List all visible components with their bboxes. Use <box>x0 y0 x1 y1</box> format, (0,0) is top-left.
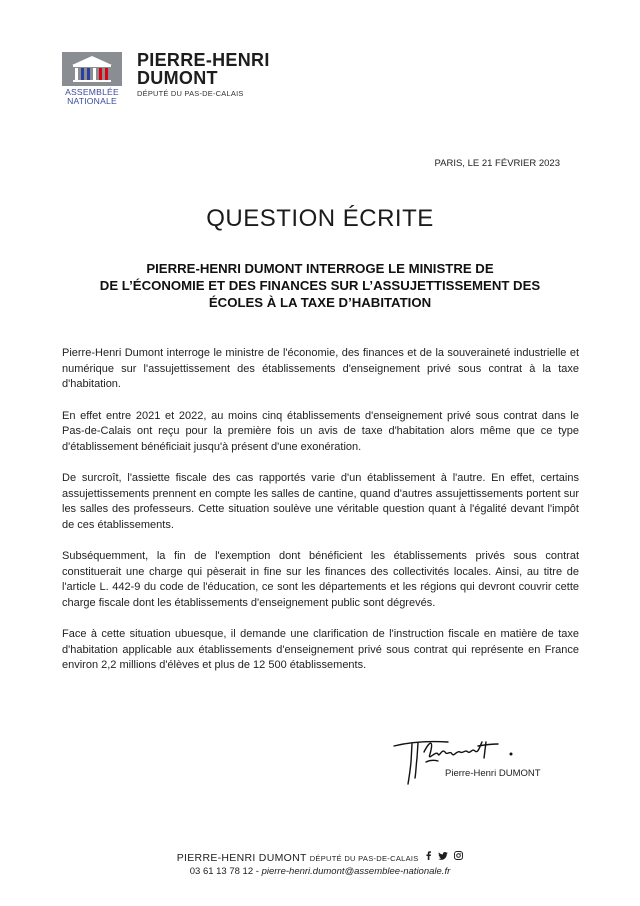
logo-text <box>62 88 122 106</box>
paragraph-2: En effet entre 2021 et 2022, au moins cinq établissements d'enseignement privé sous contrat dans le Pas-de-Calais ont reçu pour la première fois un avis de taxe d'habitation alors même que ce type d'établissement bénéficiait jusqu'à présent d'une exonération. <box>62 409 579 453</box>
footer-role: DÉPUTÉ DU PAS-DE-CALAIS <box>309 854 419 863</box>
logo-line-2: NATIONALE <box>67 96 117 106</box>
paragraph-4: Subséquemment, la fin de l'exemption dont bénéficient les établissements privés sous contrat constituerait une charge qui pèserait in fine sur les finances des collectivités locales. Ainsi, au titre de l'article L. 442-9 du code de l'éducation, ce sont les départements et les régions qui devront couvrir cette charge fiscale dont les établissements d'enseignement public sont dégrevés. <box>62 550 579 609</box>
headline-line-3: ÉCOLES À LA TAXE D’HABITATION <box>208 295 432 310</box>
hemicycle-icon <box>62 52 122 86</box>
footer-email-link[interactable]: pierre-henri.dumont@assemblee-nationale.fr <box>261 866 451 877</box>
deputy-name-line-1: PIERRE-HENRI <box>137 50 270 70</box>
facebook-icon[interactable] <box>425 851 432 862</box>
instagram-icon[interactable] <box>454 851 463 862</box>
deputy-name <box>137 51 270 87</box>
footer-separator: - <box>253 866 262 877</box>
footer-name: PIERRE-HENRI DUMONT <box>176 852 307 864</box>
footer-identity <box>0 851 640 864</box>
footer-phone: 03 61 13 78 12 <box>189 866 254 877</box>
question-headline <box>60 260 580 311</box>
headline-line-2: DE L’ÉCONOMIE ET DES FINANCES SUR L’ASSUJETTISSEMENT DES <box>99 278 541 293</box>
logo-line-1: ASSEMBLÉE <box>65 87 119 97</box>
signature-name: Pierre-Henri DUMONT <box>445 768 541 779</box>
letter-date: PARIS, LE 21 FÉVRIER 2023 <box>434 158 560 169</box>
hemicycle-emblem <box>62 52 122 86</box>
footer-contact <box>0 866 640 877</box>
assemblee-nationale-logo <box>62 52 122 106</box>
paragraph-3: De surcroît, l'assiette fiscale des cas rapportés varie d'un établissement à l'autre. En effet, certains assujettissements prennent en compte les salles de cantine, quand d'autres assujettissements portent sur les salles des professeurs. Cette situation soulève une véritable question quant à l'égalité devant l'impôt de ces établissements. <box>62 472 579 531</box>
twitter-icon[interactable] <box>438 852 448 862</box>
paragraph-1: Pierre-Henri Dumont interroge le ministre de l'économie, des finances et de la souveraineté industrielle et numérique sur l'assujettissement des établissements d'enseignement privé sous contrat à la taxe d'habitation. <box>62 347 579 390</box>
paragraph-5: Face à cette situation ubuesque, il demande une clarification de l'instruction fiscale en matière de taxe d'habitation applicable aux établissements d'enseignement privé sous contrat qui représente en France environ 2,2 millions d'élèves et plus de 12 500 établissements. <box>62 628 579 671</box>
document-title: QUESTION ÉCRITE <box>206 205 434 232</box>
deputy-name-line-2: DUMONT <box>137 68 218 88</box>
footer <box>0 851 640 877</box>
deputy-subtitle: DÉPUTÉ DU PAS-DE-CALAIS <box>137 89 244 98</box>
letter-body <box>62 346 579 690</box>
headline-line-1: PIERRE-HENRI DUMONT INTERROGE LE MINISTRE DE <box>146 261 494 276</box>
